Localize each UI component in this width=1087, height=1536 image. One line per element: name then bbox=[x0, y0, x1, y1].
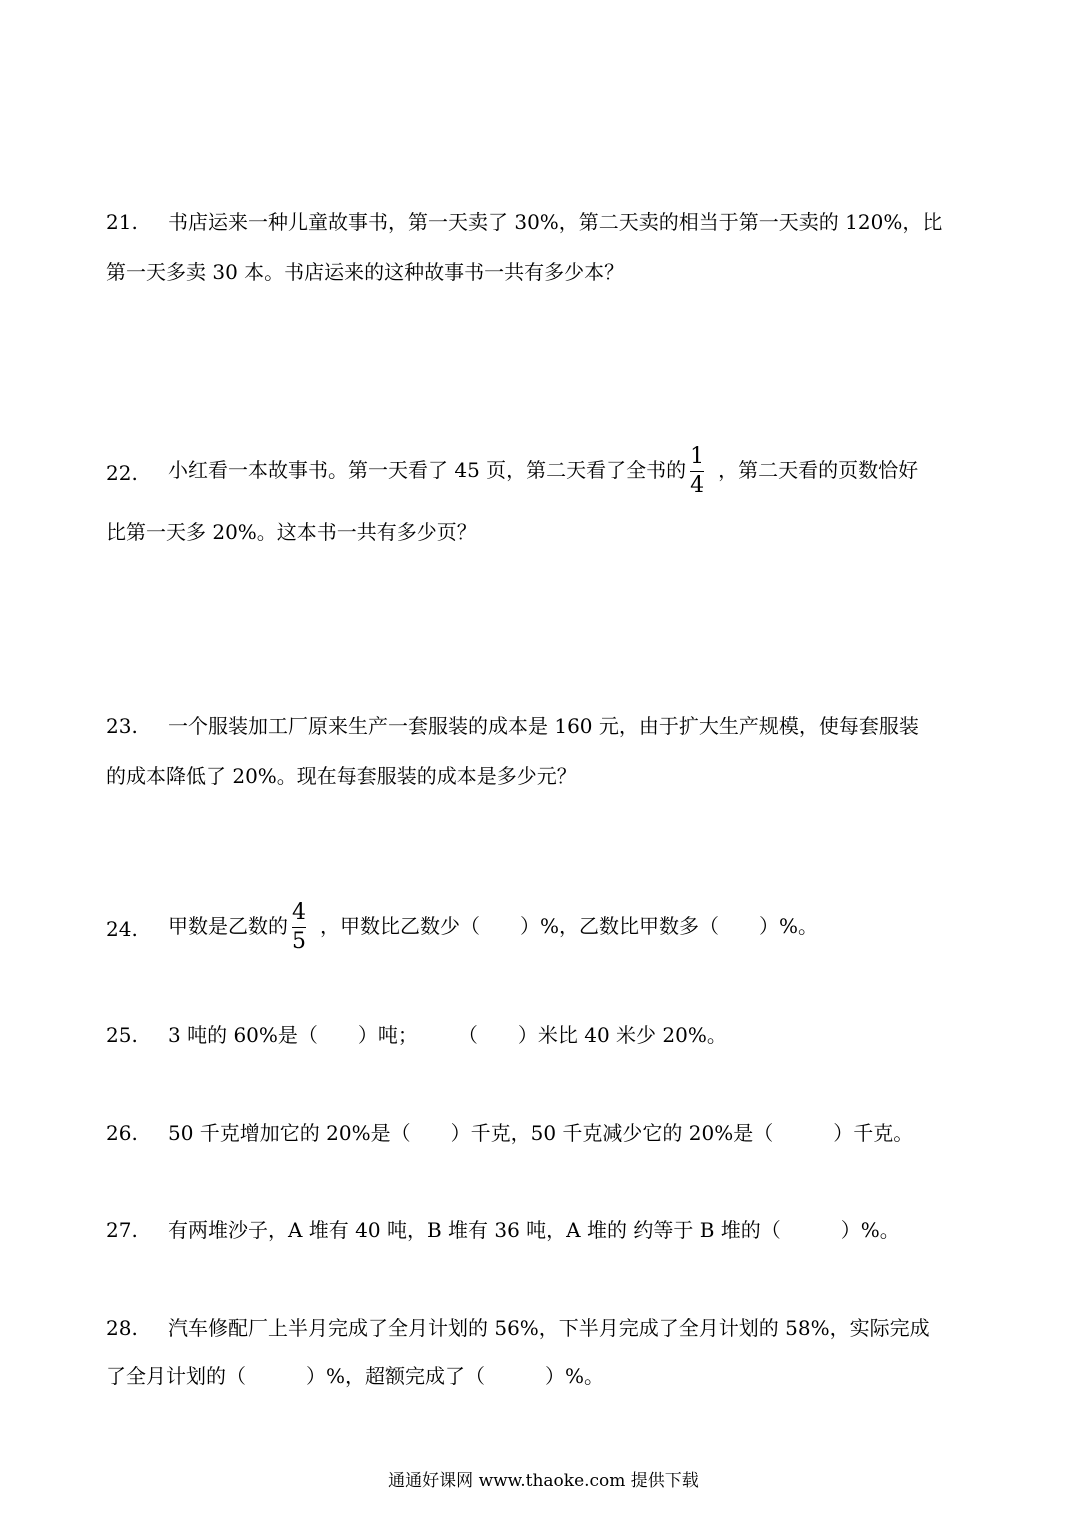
question-number: 27. bbox=[106, 1218, 138, 1242]
question-text-line1 bbox=[168, 901, 818, 954]
question-number: 21. bbox=[106, 210, 138, 234]
fraction-denominator: 4 bbox=[690, 473, 705, 498]
fraction-bar bbox=[690, 471, 704, 472]
question-text-line2: 的成本降低了 20%。现在每套服装的成本是多少元？ bbox=[106, 764, 577, 788]
question-text-line1: 有两堆沙子，A 堆有 40 吨，B 堆有 36 吨，A 堆的 约等于 B 堆的（ ）%。 bbox=[168, 1218, 900, 1242]
question-text-line1: 一个服装加工厂原来生产一套服装的成本是 160 元，由于扩大生产规模，使每套服装 bbox=[168, 714, 919, 738]
question-text-line1: 汽车修配厂上半月完成了全月计划的 56%，下半月完成了全月计划的 58%，实际完成 bbox=[168, 1316, 930, 1340]
question-text-line1 bbox=[168, 445, 918, 498]
question-number: 25. bbox=[106, 1023, 138, 1047]
question-text-post: ，第二天看的页数恰好 bbox=[718, 458, 919, 482]
fraction bbox=[690, 445, 704, 498]
fraction-numerator: 4 bbox=[292, 900, 306, 925]
fraction-bar bbox=[292, 927, 306, 928]
question-text-pre: 甲数是乙数的 bbox=[168, 914, 288, 938]
question-text-post: ，甲数比乙数少（ ）%，乙数比甲数多（ ）%。 bbox=[320, 914, 819, 938]
question-text-line1: 3 吨的 60%是（ ）吨； （ ）米比 40 米少 20%。 bbox=[168, 1023, 727, 1047]
question-text-line2: 第一天多卖 30 本。书店运来的这种故事书一共有多少本？ bbox=[106, 260, 625, 284]
question-text-line1: 50 千克增加它的 20%是（ ）千克，50 千克减少它的 20%是（ ）千克。 bbox=[168, 1121, 914, 1145]
question-text-pre: 小红看一本故事书。第一天看了 45 页，第二天看了全书的 bbox=[168, 458, 687, 482]
question-text-line2: 比第一天多 20%。这本书一共有多少页？ bbox=[106, 520, 477, 544]
question-text-line1: 书店运来一种儿童故事书，第一天卖了 30%，第二天卖的相当于第一天卖的 120%，比 bbox=[168, 210, 943, 234]
fraction-numerator: 1 bbox=[690, 444, 705, 469]
question-number: 26. bbox=[106, 1121, 138, 1145]
page-footer: 通通好课网 www.thaoke.com 提供下载 bbox=[388, 1471, 699, 1491]
question-number: 22. bbox=[106, 461, 138, 485]
question-number: 28. bbox=[106, 1316, 138, 1340]
fraction-denominator: 5 bbox=[292, 929, 306, 954]
question-number: 23. bbox=[106, 714, 138, 738]
question-number: 24. bbox=[106, 917, 138, 941]
fraction bbox=[292, 901, 306, 954]
question-text-line2: 了全月计划的（ ）%，超额完成了（ ）%。 bbox=[106, 1364, 605, 1388]
